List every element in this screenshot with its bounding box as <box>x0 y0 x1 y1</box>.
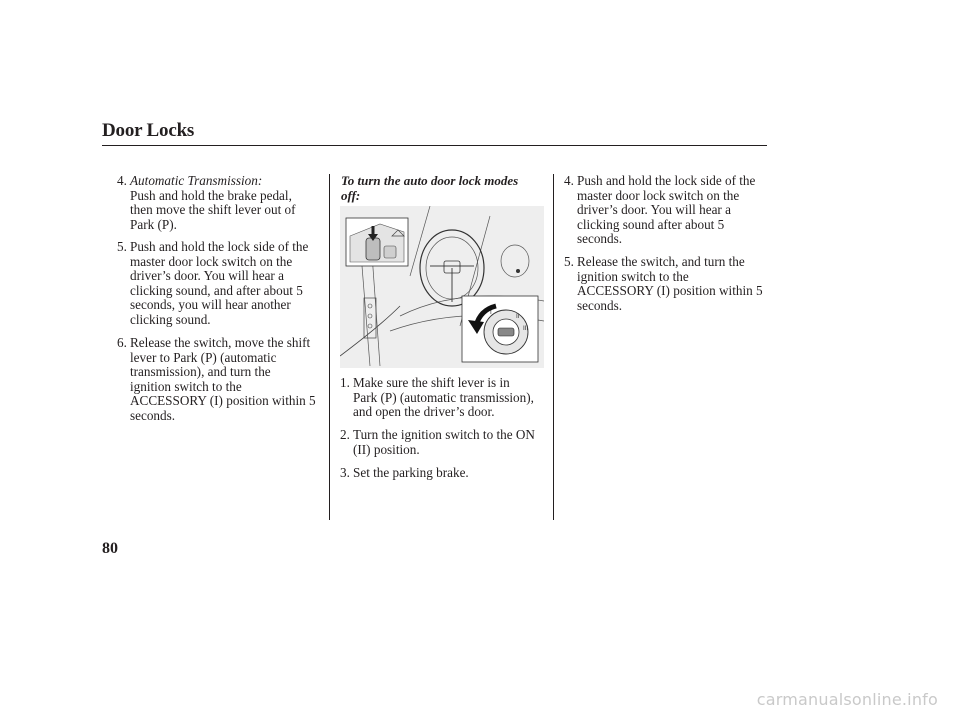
step-line: lever to Park (P) (automatic <box>130 349 277 365</box>
step-number: 5. <box>117 239 127 254</box>
page-number: 80 <box>102 540 118 557</box>
left-step-6 <box>117 336 327 426</box>
step-number: 3. <box>340 465 350 480</box>
step-line: clicking sound, and after about 5 <box>130 282 303 298</box>
step-number: 5. <box>564 254 574 269</box>
step-line: Push and hold the lock side of the <box>577 173 756 188</box>
door-lock-illustration <box>340 206 544 368</box>
step-line: driver’s door. You will hear a <box>577 202 731 218</box>
left-step-5 <box>117 240 327 330</box>
right-step-4 <box>564 174 774 250</box>
step-heading: Automatic Transmission: <box>130 173 263 188</box>
step-line: Release the switch, move the shift <box>130 335 311 350</box>
step-line: Set the parking brake. <box>353 465 469 480</box>
step-line: Turn the ignition switch to the ON <box>353 427 535 442</box>
right-step-5 <box>564 255 774 317</box>
middle-step-3 <box>340 466 552 484</box>
step-line: ACCESSORY (I) position within 5 <box>130 393 316 409</box>
column-divider-left <box>329 174 330 520</box>
step-line: clicking sound. <box>130 311 211 327</box>
step-line: master door lock switch on the <box>577 187 740 203</box>
step-number: 1. <box>340 375 350 390</box>
subheading-line: To turn the auto door lock modes <box>341 173 519 188</box>
step-line: Make sure the shift lever is in <box>353 375 510 390</box>
step-line: then move the shift lever out of <box>130 202 296 218</box>
step-number: 6. <box>117 335 127 350</box>
step-line: transmission), and turn the <box>130 364 271 380</box>
auto-lock-off-subheading <box>341 174 551 203</box>
step-line: ignition switch to the <box>577 268 689 284</box>
step-line: (II) position. <box>353 441 420 457</box>
svg-text:I: I <box>490 309 492 316</box>
svg-text:II: II <box>516 313 520 320</box>
watermark: carmanualsonline.info <box>756 690 938 709</box>
title-rule <box>102 145 767 146</box>
page-title: Door Locks <box>102 120 195 141</box>
step-line: driver’s door. You will hear a <box>130 268 284 284</box>
step-line: master door lock switch on the <box>130 253 293 269</box>
dashboard-illustration-svg <box>340 206 544 368</box>
column-divider-right <box>553 174 554 520</box>
step-line: seconds, you will hear another <box>130 297 291 313</box>
step-number: 2. <box>340 427 350 442</box>
subheading-line: off: <box>341 187 361 203</box>
middle-step-1 <box>340 376 552 422</box>
left-step-4 <box>117 174 327 234</box>
svg-text:III: III <box>523 325 529 332</box>
middle-step-2 <box>340 428 552 460</box>
step-number: 4. <box>117 173 127 188</box>
step-line: ACCESSORY (I) position within 5 <box>577 283 763 299</box>
step-line: ignition switch to the <box>130 378 242 394</box>
step-line: clicking sound after about 5 <box>577 216 725 232</box>
step-line: Push and hold the lock side of the <box>130 239 309 254</box>
step-line: seconds. <box>577 231 623 247</box>
step-line: Release the switch, and turn the <box>577 254 745 269</box>
step-line: Park (P) (automatic transmission), <box>353 389 534 405</box>
step-line: Push and hold the brake pedal, <box>130 187 292 203</box>
step-number: 4. <box>564 173 574 188</box>
step-line: seconds. <box>130 407 176 423</box>
step-line: seconds. <box>577 297 623 313</box>
step-line: and open the driver’s door. <box>353 404 495 420</box>
step-line: Park (P). <box>130 216 177 232</box>
